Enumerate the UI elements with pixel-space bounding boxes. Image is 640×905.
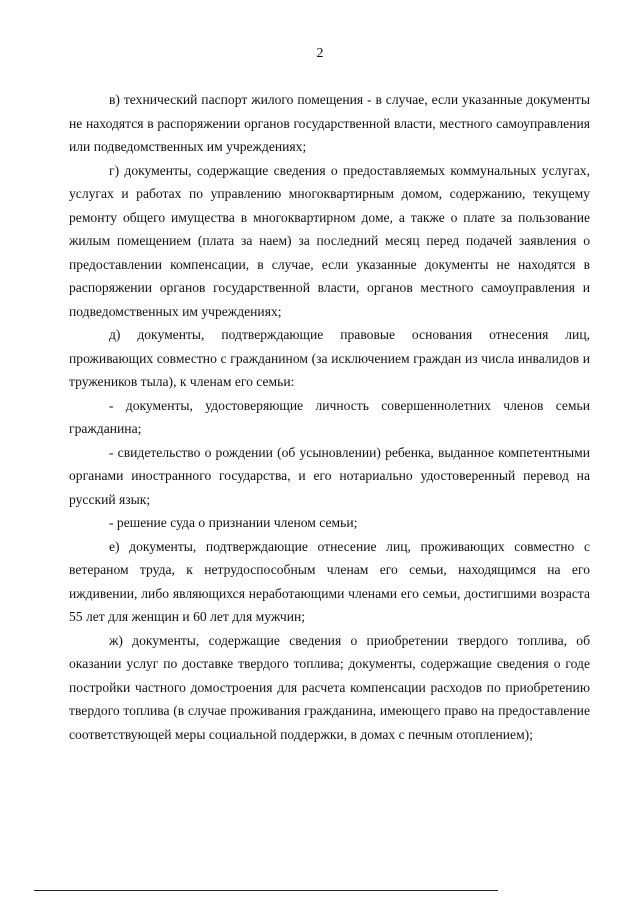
- list-item-identity-documents: - документы, удостоверяющие личность совершеннолетних членов семьи гражданина;: [69, 397, 590, 436]
- paragraph-v-technical-passport: в) технический паспорт жилого помещения - в случае, если указанные документы не находятся в распоряжении органов государственной власти, местного самоуправления или подведомственных им учреждениях;: [69, 92, 590, 154]
- paragraph-e-dependents: е) документы, подтверждающие отнесение лиц, проживающих совместно с ветераном труда, к нетрудоспособным членам его семьи, находящимся на его иждивении, либо являющихся неработающими членами его семьи, достигшими возраста 55 лет для женщин и 60 лет для мужчин;: [69, 538, 590, 624]
- list-item-birth-certificate: - свидетельство о рождении (об усыновлении) ребенка, выданное компетентными органами иностранного государства, и его нотариально удостоверенный перевод на русский язык;: [69, 444, 590, 507]
- bottom-rule: [34, 890, 498, 891]
- paragraph-zh-solid-fuel: ж) документы, содержащие сведения о приобретении твердого топлива, об оказании услуг по доставке твердого топлива; документы, содержащие сведения о годе постройки частного домостроения для расчета компенсации расходов по приобретению твердого топлива (в случае проживания гражданина, имеющего право на предоставление соответствующей меры социальной поддержки, в домах с печным отоплением);: [69, 632, 590, 742]
- page-number: 2: [316, 46, 324, 61]
- paragraph-d-family-documents: д) документы, подтверждающие правовые основания отнесения лиц, проживающих совместно с гражданином (за исключением граждан из числа инвалидов и тружеников тыла), к членам его семьи:: [69, 327, 590, 389]
- document-body: [69, 88, 590, 746]
- paragraph-g-utility-documents: г) документы, содержащие сведения о предоставляемых коммунальных услугах, услугах и работах по управлению многоквартирным домом, содержанию, текущему ремонту общего имущества в многоквартирном доме, а также о плате за пользование жилым помещением (плата за наем) за последний месяц перед подачей заявления о предоставлении компенсации, в случае, если указанные документы не находятся в распоряжении органов государственной власти, органов местного самоуправления и подведомственных им учреждениях;: [69, 162, 590, 319]
- list-item-court-decision: - решение суда о признании членом семьи;: [109, 515, 358, 530]
